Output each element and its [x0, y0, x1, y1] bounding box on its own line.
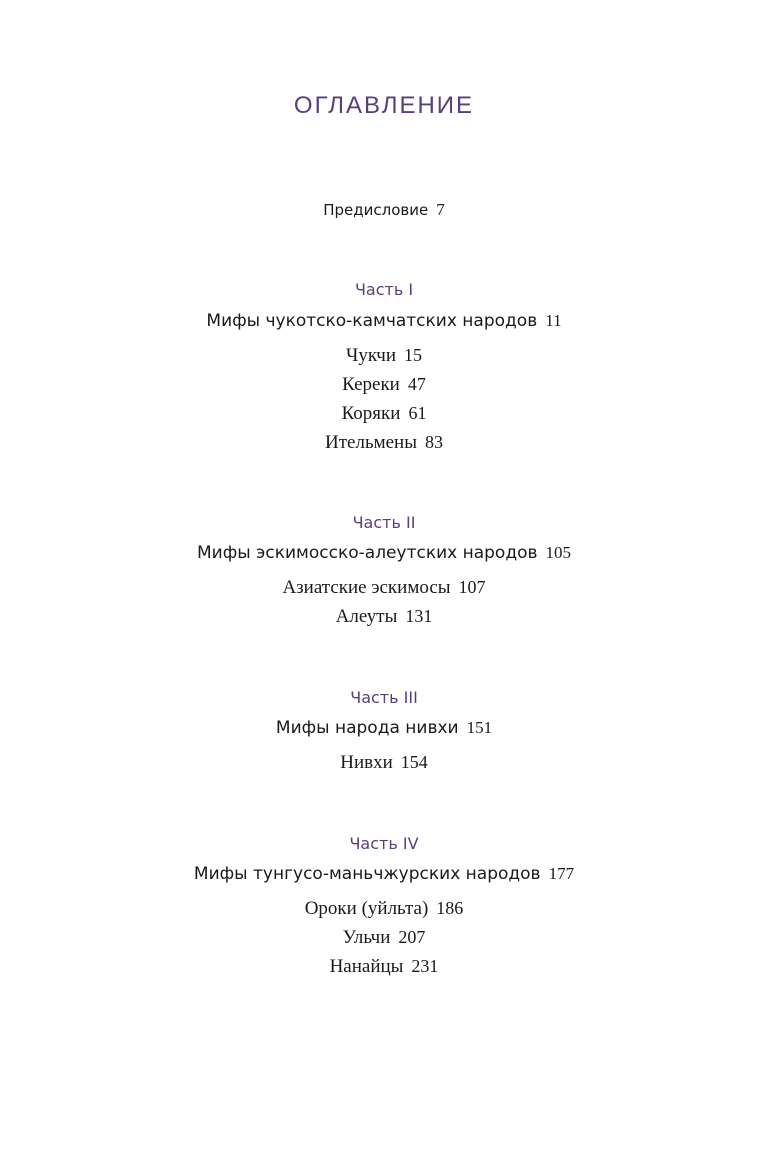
toc-chapter-page: 61 [408, 403, 427, 423]
toc-chapter-label: Кереки [342, 374, 400, 395]
part-label-3: Часть III [350, 688, 418, 707]
toc-chapter-label: Азиатские эскимосы [282, 577, 451, 598]
toc-heading-page: 105 [545, 543, 572, 562]
toc-chapter-label: Ороки (уйльта) [304, 898, 429, 919]
part-label-1: Часть I [354, 280, 414, 299]
toc-chapter-page: 207 [398, 927, 426, 947]
toc-heading-part-2[interactable] [0, 543, 768, 563]
toc-chapter[interactable] [0, 577, 768, 599]
toc-chapter-page: 83 [425, 432, 443, 452]
toc-chapter-label: Нанайцы [329, 956, 404, 977]
toc-chapter-page: 154 [400, 752, 428, 772]
toc-heading-label: Мифы эскимосско-алеутских народов [196, 543, 538, 563]
toc-chapter[interactable] [0, 752, 768, 774]
toc-heading-label: Мифы народа нивхи [275, 718, 459, 738]
toc-heading-page: 11 [545, 311, 562, 330]
toc-heading-page: 151 [466, 718, 493, 737]
toc-chapter-page: 107 [458, 577, 486, 597]
toc-entry-label: Предисловие [323, 201, 429, 219]
toc-chapter[interactable] [0, 606, 768, 628]
toc-heading-label: Мифы чукотско-камчатских народов [206, 311, 538, 331]
toc-entry-page: 7 [436, 200, 445, 219]
toc-chapter[interactable] [0, 898, 768, 920]
page-title: ОГЛАВЛЕНИЕ [293, 92, 475, 119]
toc-entry-preface[interactable] [0, 200, 768, 220]
toc-chapter-label: Ульчи [342, 927, 391, 948]
part-label-4: Часть IV [349, 834, 419, 853]
toc-chapter-label: Ительмены [325, 432, 417, 453]
toc-heading-part-4[interactable] [0, 864, 768, 884]
toc-chapter-page: 47 [407, 374, 426, 394]
toc-chapter[interactable] [0, 927, 768, 949]
toc-heading-label: Мифы тунгусо-маньчжурских народов [193, 864, 541, 884]
toc-heading-part-1[interactable] [0, 311, 768, 331]
toc-chapter-page: 231 [411, 956, 439, 976]
toc-chapter-label: Нивхи [340, 752, 393, 773]
toc-chapter-label: Алеуты [335, 606, 398, 627]
part-label-2: Часть II [352, 513, 416, 532]
toc-chapter[interactable] [0, 956, 768, 978]
toc-chapter-page: 131 [405, 606, 433, 626]
toc-chapter[interactable] [0, 374, 768, 396]
toc-chapter-page: 15 [404, 345, 423, 365]
toc-chapter[interactable] [0, 432, 768, 454]
toc-heading-page: 177 [548, 864, 575, 883]
toc-chapter-label: Коряки [341, 403, 401, 424]
toc-chapter[interactable] [0, 345, 768, 367]
toc-chapter-label: Чукчи [345, 345, 397, 366]
toc-heading-part-3[interactable] [0, 718, 768, 738]
toc-chapter-page: 186 [436, 898, 464, 918]
toc-chapter[interactable] [0, 403, 768, 425]
